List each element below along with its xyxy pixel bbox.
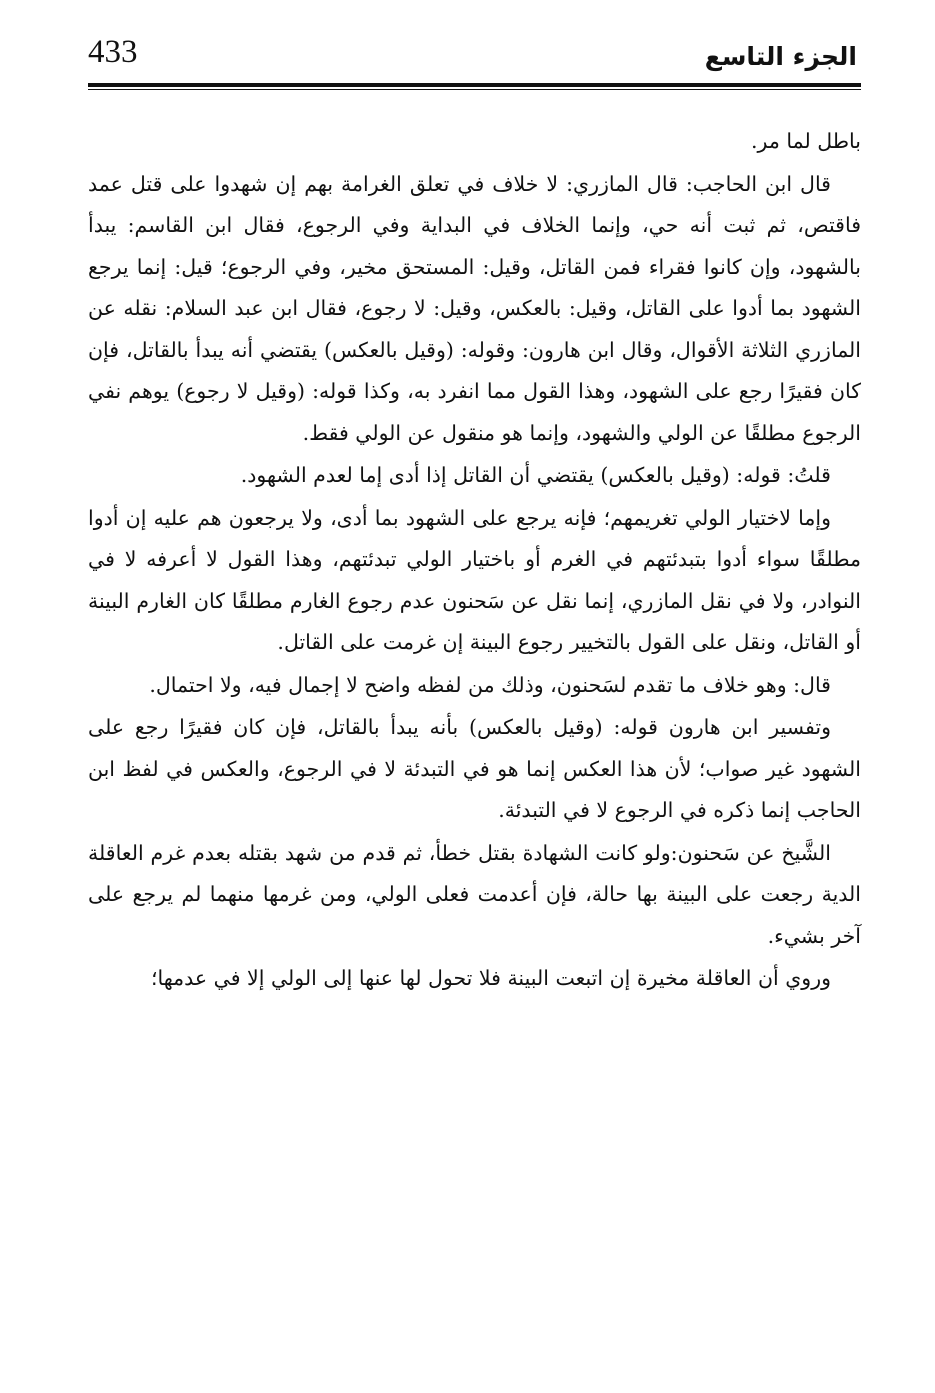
paragraph-5: قال: وهو خلاف ما تقدم لسَحنون، وذلك من لفظه واضح لا إجمال فيه، ولا احتمال. xyxy=(149,672,831,697)
paragraph-8: وروي أن العاقلة مخيرة إن اتبعت البينة فلا تحول لها عنها إلى الولي إلا في عدمها؛ xyxy=(150,966,831,990)
book-title: الجزء التاسع xyxy=(704,42,857,71)
paragraph-2: قال ابن الحاجب: قال المازري: لا خلاف في تعلق الغرامة بهم إن شهدوا على قتل عمد فاقتص، ثم ثبت أنه حي، وإنما الخلاف في البداية وفي الرجوع، فقال ابن القاسم: يبدأ بالشهود، وإن كانوا فقراء فمن القاتل، وقيل: المستحق مخير، وفي الرجوع؛ قيل: إنما يرجع الشهود بما أدوا على القاتل، وقيل: بالعكس، وقيل: لا رجوع، فقال ابن عبد السلام: نقله عن المازري الثلاثة الأقوال، وقال ابن هارون: وقوله: (وقيل بالعكس) يقتضي أنه يبدأ بالقاتل، فإن كان فقيرًا رجع على الشهود، وهذا القول مما انفرد به، وكذا قوله: (وقيل لا رجوع) يوهم نفي الرجوع مطلقًا عن الولي والشهود، وإنما هو منقول عن الولي فقط. xyxy=(88,171,861,445)
paragraph-6: وتفسير ابن هارون قوله: (وقيل بالعكس) بأنه يبدأ بالقاتل، فإن كان فقيرًا رجع على الشهود غير صواب؛ لأن هذا العكس إنما هو في التبدئة لا في الرجوع، والعكس في لفظ ابن الحاجب إنما ذكره في الرجوع لا في التبدئة. xyxy=(88,715,861,822)
paragraph-7: الشَّيخ عن سَحنون:ولو كانت الشهادة بقتل خطأ، ثم قدم من شهد بقتله بعدم غرم العاقلة الدية رجعت على البينة بها حالة، فإن أعدمت فعلى الولي، ومن غرمها منهما لم يرجع على آخر بشيء. xyxy=(88,840,861,948)
header-rule-thick xyxy=(88,83,861,87)
page-number: 433 xyxy=(88,34,138,70)
paragraph-1: باطل لما مر. xyxy=(751,129,861,153)
paragraph-4: وإما لاختيار الولي تغريمهم؛ فإنه يرجع على الشهود بما أدى، ولا يرجعون هم عليه إن أدوا مطلقًا سواء أدوا بتبدئتهم في الغرم أو باختيار الولي تبدئتهم، وهذا القول لا أعرفه لا في النوادر، ولا في نقل المازري، إنما نقل عن سَحنون عدم رجوع الغارم مطلقًا كان الغارم البينة أو القاتل، ونقل على القول بالتخيير رجوع البينة إن غرمت على القاتل. xyxy=(88,505,861,654)
paragraph-3: قلتُ: قوله: (وقيل بالعكس) يقتضي أن القاتل إذا أدى إما لعدم الشهود. xyxy=(240,463,831,487)
running-header xyxy=(88,34,857,80)
header-rule-thin xyxy=(88,89,861,90)
body-text xyxy=(88,121,861,1001)
